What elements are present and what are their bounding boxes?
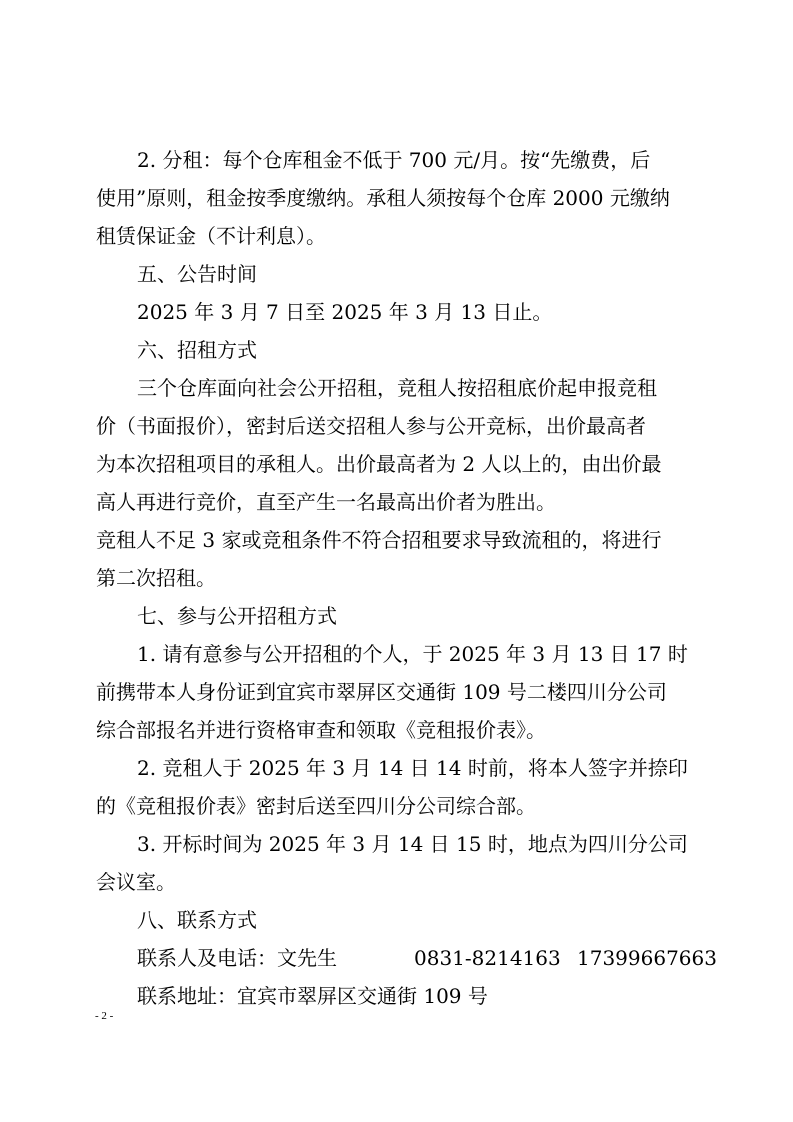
paragraph-line: 2. 竞租人于 2025 年 3 月 14 日 14 时前，将本人签字并捺印 — [137, 756, 688, 780]
paragraph-line: 为本次招租项目的承租人。出价最高者为 2 人以上的，由出价最 — [96, 452, 662, 476]
paragraph-line: 前携带本人身份证到宜宾市翠屏区交通街 109 号二楼四川分公司 — [96, 680, 667, 704]
paragraph-line: 1. 请有意参与公开招租的个人，于 2025 年 3 月 13 日 17 时 — [137, 642, 688, 666]
paragraph-line: 竞租人不足 3 家或竞租条件不符合招租要求导致流租的，将进行 — [96, 528, 662, 552]
page-number: - 2 - — [95, 1010, 114, 1022]
paragraph-line: 价（书面报价），密封后送交招租人参与公开竞标，出价最高者 — [96, 414, 646, 438]
section-heading: 五、公告时间 — [137, 262, 257, 286]
paragraph-line: 2. 分租：每个仓库租金不低于 700 元/月。按“先缴费，后 — [137, 148, 651, 172]
section-heading: 六、招租方式 — [137, 338, 257, 362]
contact-phone-1: 0831-8214163 — [414, 946, 561, 970]
paragraph-line: 3. 开标时间为 2025 年 3 月 14 日 15 时，地点为四川分公司 — [137, 832, 688, 856]
section-heading: 七、参与公开招租方式 — [137, 604, 337, 628]
contact-label: 联系人及电话：文先生 — [137, 946, 337, 970]
paragraph-line: 综合部报名并进行资格审查和领取《竞租报价表》。 — [96, 718, 546, 742]
paragraph-line: 使用”原则，租金按季度缴纳。承租人须按每个仓库 2000 元缴纳 — [96, 186, 670, 210]
paragraph-line: 高人再进行竞价，直至产生一名最高出价者为胜出。 — [96, 490, 556, 514]
contact-phone-2: 17399667663 — [577, 946, 717, 970]
contact-person-phone — [137, 939, 337, 977]
paragraph-line: 第二次招租。 — [96, 566, 216, 590]
paragraph-line: 会议室。 — [96, 870, 176, 894]
section-heading: 八、联系方式 — [137, 908, 257, 932]
paragraph-line: 租赁保证金（不计利息）。 — [96, 224, 326, 248]
paragraph-line: 2025 年 3 月 7 日至 2025 年 3 月 13 日止。 — [137, 300, 553, 324]
paragraph-line: 的《竞租报价表》密封后送至四川分公司综合部。 — [96, 794, 536, 818]
contact-address: 联系地址：宜宾市翠屏区交通街 109 号 — [137, 984, 488, 1008]
paragraph-line: 三个仓库面向社会公开招租，竞租人按招租底价起申报竞租 — [137, 376, 657, 400]
